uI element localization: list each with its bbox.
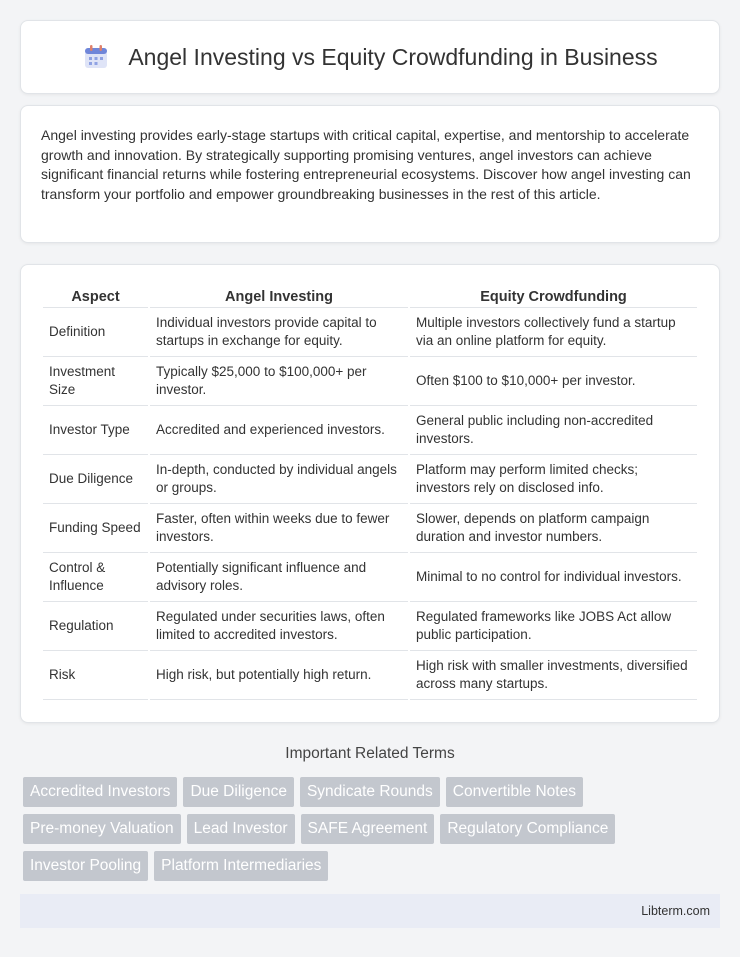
table-row [43,504,697,553]
angel-investing-cell: High risk, but potentially high return. [150,651,408,700]
angel-investing-cell: Accredited and experienced investors. [150,406,408,455]
header-card [20,20,720,94]
aspect-cell: Investor Type [43,406,148,455]
column-header: Angel Investing [150,285,408,308]
table-row [43,357,697,406]
angel-investing-cell: Potentially significant influence and advisory roles. [150,553,408,602]
term-tag[interactable]: Pre-money Valuation [23,814,181,844]
equity-crowdfunding-cell: Multiple investors collectively fund a startup via an online platform for equity. [410,308,697,357]
term-tag[interactable]: Regulatory Compliance [440,814,615,844]
column-header: Equity Crowdfunding [410,285,697,308]
calendar-icon [82,43,110,71]
aspect-cell: Funding Speed [43,504,148,553]
equity-crowdfunding-cell: Platform may perform limited checks; investors rely on disclosed info. [410,455,697,504]
term-tag[interactable]: Accredited Investors [23,777,177,807]
angel-investing-cell: Individual investors provide capital to startups in exchange for equity. [150,308,408,357]
table-header-row [43,285,697,308]
aspect-cell: Definition [43,308,148,357]
table-row [43,308,697,357]
table-row [43,406,697,455]
equity-crowdfunding-cell: Minimal to no control for individual investors. [410,553,697,602]
angel-investing-cell: In-depth, conducted by individual angels or groups. [150,455,408,504]
intro-card [20,105,720,243]
term-tag[interactable]: Lead Investor [187,814,295,844]
table-row [43,651,697,700]
term-tag[interactable]: Investor Pooling [23,851,148,881]
comparison-table-card [20,264,720,723]
term-tag[interactable]: Convertible Notes [446,777,583,807]
equity-crowdfunding-cell: Slower, depends on platform campaign duration and investor numbers. [410,504,697,553]
related-terms-list [20,777,720,881]
related-terms-title: Important Related Terms [285,745,455,762]
equity-crowdfunding-cell: General public including non-accredited investors. [410,406,697,455]
angel-investing-cell: Typically $25,000 to $100,000+ per investor. [150,357,408,406]
table-row [43,455,697,504]
term-tag[interactable]: Due Diligence [183,777,294,807]
aspect-cell: Regulation [43,602,148,651]
term-tag[interactable]: Syndicate Rounds [300,777,440,807]
aspect-cell: Control & Influence [43,553,148,602]
comparison-table [41,285,699,700]
column-header: Aspect [43,285,148,308]
page-title: Angel Investing vs Equity Crowdfunding in Business [128,43,658,70]
term-tag[interactable]: Platform Intermediaries [154,851,328,881]
equity-crowdfunding-cell: Often $100 to $10,000+ per investor. [410,357,697,406]
table-row [43,553,697,602]
angel-investing-cell: Faster, often within weeks due to fewer investors. [150,504,408,553]
equity-crowdfunding-cell: High risk with smaller investments, diversified across many startups. [410,651,697,700]
intro-paragraph: Angel investing provides early-stage startups with critical capital, expertise, and mentorship to accelerate growth and innovation. By strategically supporting promising ventures, angel investors can achieve significant financial returns while fostering entrepreneurial ecosystems. Discover how angel investing can transform your portfolio and empower groundbreaking businesses in the rest of this article. [41,127,691,203]
footer [20,894,720,928]
table-row [43,602,697,651]
term-tag[interactable]: SAFE Agreement [301,814,435,844]
aspect-cell: Investment Size [43,357,148,406]
aspect-cell: Risk [43,651,148,700]
equity-crowdfunding-cell: Regulated frameworks like JOBS Act allow public participation. [410,602,697,651]
angel-investing-cell: Regulated under securities laws, often limited to accredited investors. [150,602,408,651]
footer-site-link[interactable]: Libterm.com [641,904,710,918]
aspect-cell: Due Diligence [43,455,148,504]
